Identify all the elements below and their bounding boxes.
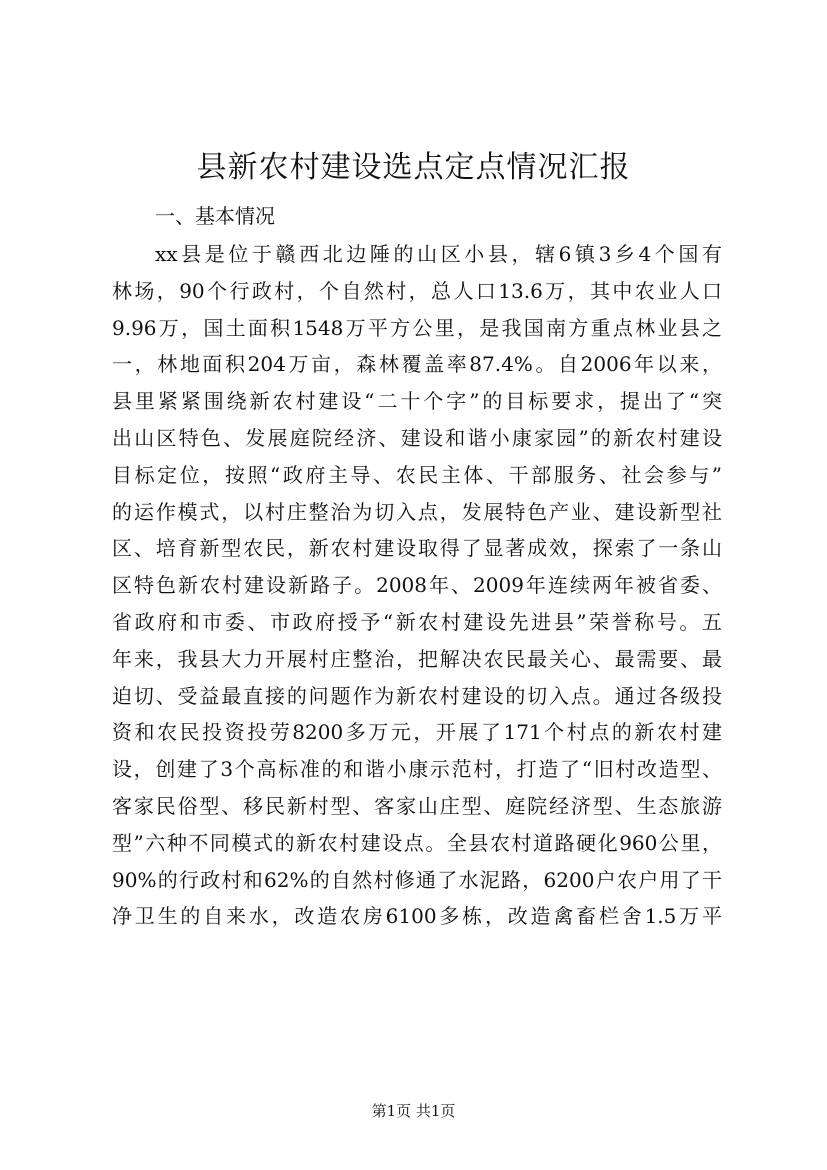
paragraph-line: xx县是位于赣西北边陲的山区小县，辖6镇3乡4个国有 xyxy=(155,242,722,266)
page-number-footer: 第1页 共1页 xyxy=(371,1102,456,1120)
paragraph-line: 区特色新农村建设新路子。2008年、2009年连续两年被省委、 xyxy=(112,573,722,598)
paragraph-line: 资和农民投资投劳8200多万元，开展了171个村点的新农村建 xyxy=(112,720,722,745)
paragraph-line: 县里紧紧围绕新农村建设“二十个字”的目标要求，提出了“突 xyxy=(112,389,722,414)
paragraph-line: 区、培育新型农民，新农村建设取得了显著成效，探索了一条山 xyxy=(112,536,722,561)
paragraph-body xyxy=(112,236,722,935)
paragraph-line: 出山区特色、发展庭院经济、建设和谐小康家园”的新农村建设 xyxy=(112,425,722,450)
paragraph-line: 迫切、受益最直接的问题作为新农村建设的切入点。通过各级投 xyxy=(112,683,722,708)
paragraph-line: 净卫生的自来水，改造农房6100多栋，改造禽畜栏舍1.5万平 xyxy=(112,904,722,929)
paragraph-line: 的运作模式，以村庄整治为切入点，发展特色产业、建设新型社 xyxy=(112,499,722,524)
paragraph-line: 9.96万，国土面积1548万平方公里，是我国南方重点林业县之 xyxy=(112,315,722,340)
paragraph-line: 型”六种不同模式的新农村建设点。全县农村道路硬化960公里， xyxy=(112,830,722,855)
paragraph-line: 林场，90个行政村，个自然村，总人口13.6万，其中农业人口 xyxy=(112,278,722,303)
paragraph-line: 设，创建了3个高标准的和谐小康示范村，打造了“旧村改造型、 xyxy=(112,757,722,782)
document-title: 县新农村建设选点定点情况汇报 xyxy=(196,150,631,185)
paragraph-line: 年来，我县大力开展村庄整治，把解决农民最关心、最需要、最 xyxy=(112,646,722,671)
paragraph-line: 省政府和市委、市政府授予“新农村建设先进县”荣誉称号。五 xyxy=(112,609,722,634)
paragraph-line: 目标定位，按照“政府主导、农民主体、干部服务、社会参与” xyxy=(112,462,722,487)
paragraph-line: 90%的行政村和62%的自然村修通了水泥路，6200户农户用了干 xyxy=(112,867,722,892)
section-heading: 一、基本情况 xyxy=(155,204,275,228)
paragraph-line: 一，林地面积204万亩，森林覆盖率87.4%。自2006年以来， xyxy=(112,352,722,377)
paragraph-line: 客家民俗型、移民新村型、客家山庄型、庭院经济型、生态旅游 xyxy=(112,793,722,818)
